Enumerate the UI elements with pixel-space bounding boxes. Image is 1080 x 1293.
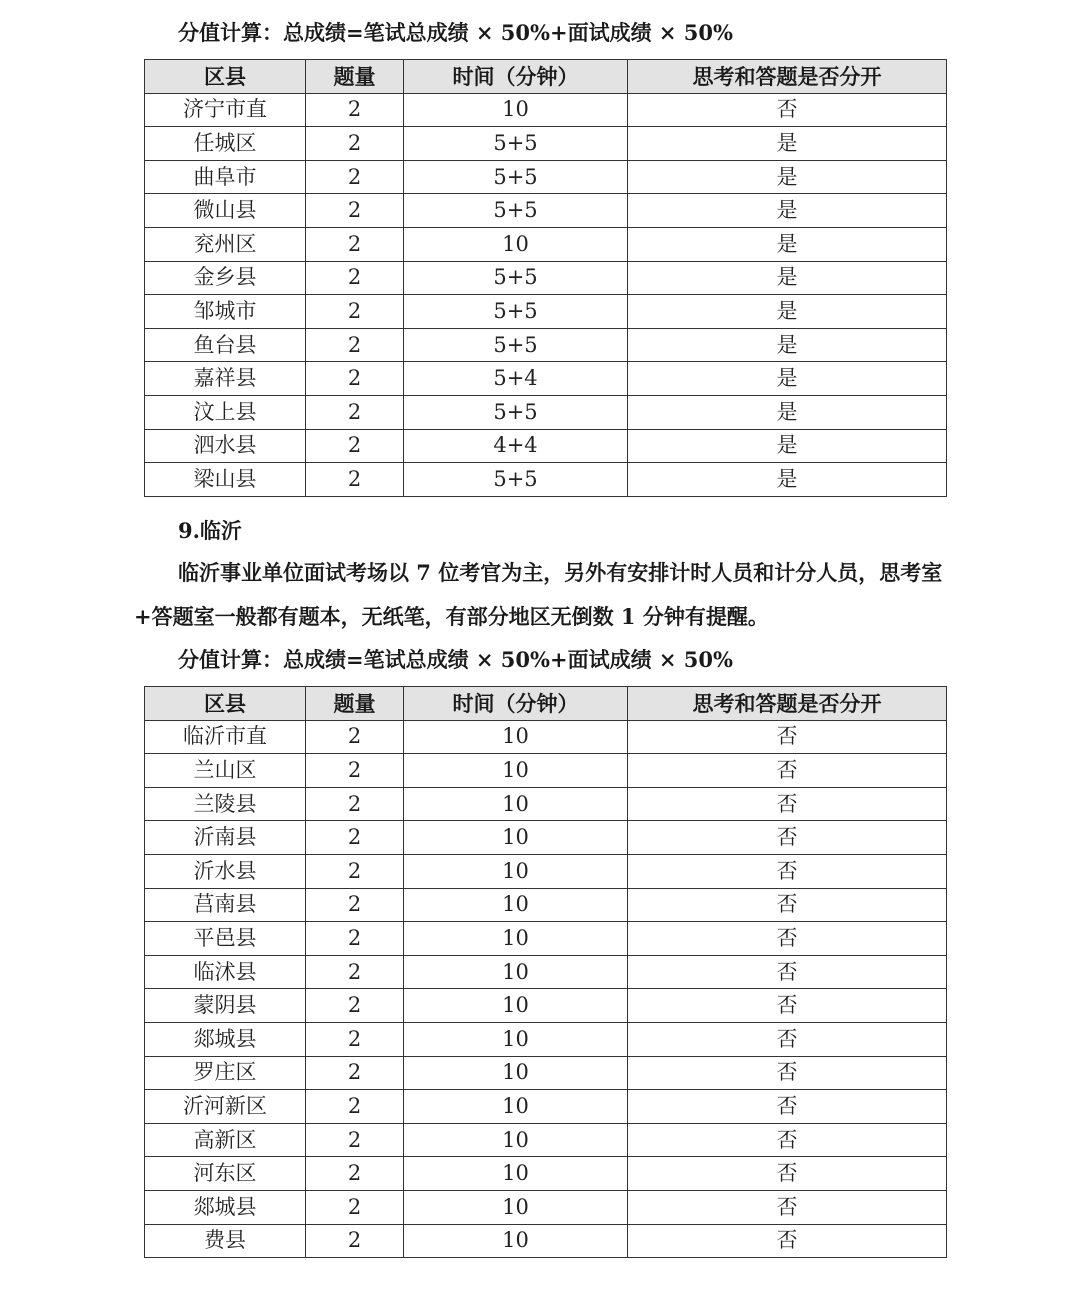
cell-think-answer-separate: 是 xyxy=(628,194,947,228)
table-row xyxy=(145,194,947,228)
cell-time-minutes: 10 xyxy=(404,1022,628,1056)
cell-think-answer-separate: 否 xyxy=(628,955,947,989)
cell-question-count: 2 xyxy=(306,395,404,429)
header-time-minutes: 时间（分钟） xyxy=(404,687,628,721)
cell-question-count: 2 xyxy=(306,922,404,956)
cell-district: 邹城市 xyxy=(145,295,306,329)
header-district: 区县 xyxy=(145,60,306,94)
cell-district: 嘉祥县 xyxy=(145,362,306,396)
cell-think-answer-separate: 否 xyxy=(628,1056,947,1090)
cell-question-count: 2 xyxy=(306,754,404,788)
cell-think-answer-separate: 是 xyxy=(628,328,947,362)
cell-district: 临沂市直 xyxy=(145,720,306,754)
cell-district: 费县 xyxy=(145,1224,306,1258)
cell-question-count: 2 xyxy=(306,463,404,497)
cell-time-minutes: 5+4 xyxy=(404,362,628,396)
cell-think-answer-separate: 是 xyxy=(628,362,947,396)
cell-time-minutes: 5+5 xyxy=(404,295,628,329)
cell-think-answer-separate: 否 xyxy=(628,754,947,788)
cell-question-count: 2 xyxy=(306,989,404,1023)
cell-time-minutes: 10 xyxy=(404,821,628,855)
cell-district: 高新区 xyxy=(145,1123,306,1157)
table-header-row xyxy=(145,60,947,94)
cell-think-answer-separate: 是 xyxy=(628,429,947,463)
jining-score-formula: 分值计算：总成绩=笔试总成绩 × 50%+面试成绩 × 50% xyxy=(178,20,733,45)
table-row xyxy=(145,127,947,161)
cell-district: 河东区 xyxy=(145,1157,306,1191)
cell-time-minutes: 5+5 xyxy=(404,328,628,362)
cell-question-count: 2 xyxy=(306,227,404,261)
cell-think-answer-separate: 否 xyxy=(628,888,947,922)
table-row xyxy=(145,1123,947,1157)
cell-district: 平邑县 xyxy=(145,922,306,956)
cell-question-count: 2 xyxy=(306,194,404,228)
cell-time-minutes: 5+5 xyxy=(404,395,628,429)
cell-district: 莒南县 xyxy=(145,888,306,922)
cell-think-answer-separate: 否 xyxy=(628,1022,947,1056)
cell-time-minutes: 10 xyxy=(404,1056,628,1090)
cell-think-answer-separate: 是 xyxy=(628,227,947,261)
cell-time-minutes: 5+5 xyxy=(404,160,628,194)
cell-time-minutes: 5+5 xyxy=(404,127,628,161)
cell-think-answer-separate: 是 xyxy=(628,463,947,497)
linyi-table-body xyxy=(145,720,947,1258)
header-question-count: 题量 xyxy=(306,60,404,94)
linyi-table xyxy=(144,686,947,1258)
cell-think-answer-separate: 是 xyxy=(628,261,947,295)
table-row xyxy=(145,854,947,888)
cell-district: 罗庄区 xyxy=(145,1056,306,1090)
cell-district: 沂水县 xyxy=(145,854,306,888)
cell-time-minutes: 10 xyxy=(404,1224,628,1258)
table-row xyxy=(145,395,947,429)
cell-question-count: 2 xyxy=(306,1056,404,1090)
cell-time-minutes: 10 xyxy=(404,1190,628,1224)
cell-question-count: 2 xyxy=(306,1224,404,1258)
cell-question-count: 2 xyxy=(306,1022,404,1056)
cell-time-minutes: 10 xyxy=(404,922,628,956)
cell-think-answer-separate: 否 xyxy=(628,93,947,127)
cell-question-count: 2 xyxy=(306,1157,404,1191)
cell-time-minutes: 10 xyxy=(404,1123,628,1157)
cell-district: 微山县 xyxy=(145,194,306,228)
cell-question-count: 2 xyxy=(306,1190,404,1224)
jining-table xyxy=(144,59,947,497)
cell-question-count: 2 xyxy=(306,261,404,295)
linyi-section-title: 9.临沂 xyxy=(178,518,242,543)
cell-think-answer-separate: 否 xyxy=(628,821,947,855)
table-row xyxy=(145,463,947,497)
cell-think-answer-separate: 是 xyxy=(628,395,947,429)
cell-think-answer-separate: 否 xyxy=(628,787,947,821)
table-row xyxy=(145,295,947,329)
cell-time-minutes: 5+5 xyxy=(404,463,628,497)
cell-question-count: 2 xyxy=(306,720,404,754)
cell-district: 兰山区 xyxy=(145,754,306,788)
cell-question-count: 2 xyxy=(306,160,404,194)
cell-district: 汶上县 xyxy=(145,395,306,429)
cell-question-count: 2 xyxy=(306,1123,404,1157)
cell-district: 兖州区 xyxy=(145,227,306,261)
cell-time-minutes: 10 xyxy=(404,989,628,1023)
linyi-description: 临沂事业单位面试考场以 7 位考官为主，另外有安排计时人员和计分人员，思考室+答题室一般都有题本，无纸笔，有部分地区无倒数 1 分钟有提醒。 xyxy=(134,560,943,629)
table-row xyxy=(145,720,947,754)
cell-time-minutes: 5+5 xyxy=(404,194,628,228)
cell-district: 郯城县 xyxy=(145,1190,306,1224)
cell-think-answer-separate: 是 xyxy=(628,295,947,329)
cell-question-count: 2 xyxy=(306,821,404,855)
cell-district: 蒙阴县 xyxy=(145,989,306,1023)
table-row xyxy=(145,362,947,396)
cell-question-count: 2 xyxy=(306,787,404,821)
header-time-minutes: 时间（分钟） xyxy=(404,60,628,94)
header-district: 区县 xyxy=(145,687,306,721)
table-row xyxy=(145,922,947,956)
table-row xyxy=(145,821,947,855)
cell-question-count: 2 xyxy=(306,1090,404,1124)
table-row xyxy=(145,787,947,821)
cell-think-answer-separate: 是 xyxy=(628,160,947,194)
table-row xyxy=(145,754,947,788)
table-row xyxy=(145,160,947,194)
cell-district: 兰陵县 xyxy=(145,787,306,821)
cell-district: 郯城县 xyxy=(145,1022,306,1056)
cell-question-count: 2 xyxy=(306,955,404,989)
cell-district: 金乡县 xyxy=(145,261,306,295)
cell-think-answer-separate: 否 xyxy=(628,720,947,754)
cell-time-minutes: 10 xyxy=(404,888,628,922)
cell-time-minutes: 10 xyxy=(404,787,628,821)
cell-question-count: 2 xyxy=(306,362,404,396)
table-row xyxy=(145,1157,947,1191)
table-row xyxy=(145,1022,947,1056)
cell-time-minutes: 10 xyxy=(404,1157,628,1191)
cell-district: 鱼台县 xyxy=(145,328,306,362)
jining-table-body xyxy=(145,93,947,496)
cell-time-minutes: 10 xyxy=(404,854,628,888)
table-row xyxy=(145,989,947,1023)
table-row xyxy=(145,955,947,989)
table-row xyxy=(145,93,947,127)
cell-think-answer-separate: 否 xyxy=(628,1090,947,1124)
cell-think-answer-separate: 否 xyxy=(628,854,947,888)
table-row xyxy=(145,328,947,362)
cell-time-minutes: 10 xyxy=(404,1090,628,1124)
table-row xyxy=(145,261,947,295)
table-row xyxy=(145,1190,947,1224)
cell-think-answer-separate: 否 xyxy=(628,1224,947,1258)
cell-think-answer-separate: 否 xyxy=(628,989,947,1023)
cell-district: 临沭县 xyxy=(145,955,306,989)
table-row xyxy=(145,888,947,922)
cell-district: 沂南县 xyxy=(145,821,306,855)
header-think-answer-separate: 思考和答题是否分开 xyxy=(628,687,947,721)
table-row xyxy=(145,429,947,463)
header-question-count: 题量 xyxy=(306,687,404,721)
cell-question-count: 2 xyxy=(306,127,404,161)
cell-question-count: 2 xyxy=(306,328,404,362)
cell-district: 曲阜市 xyxy=(145,160,306,194)
cell-time-minutes: 4+4 xyxy=(404,429,628,463)
cell-question-count: 2 xyxy=(306,93,404,127)
cell-time-minutes: 10 xyxy=(404,93,628,127)
cell-time-minutes: 10 xyxy=(404,227,628,261)
table-row xyxy=(145,1224,947,1258)
cell-think-answer-separate: 否 xyxy=(628,922,947,956)
header-think-answer-separate: 思考和答题是否分开 xyxy=(628,60,947,94)
table-header-row xyxy=(145,687,947,721)
cell-district: 梁山县 xyxy=(145,463,306,497)
cell-district: 沂河新区 xyxy=(145,1090,306,1124)
table-row xyxy=(145,1090,947,1124)
cell-question-count: 2 xyxy=(306,888,404,922)
cell-time-minutes: 10 xyxy=(404,720,628,754)
cell-think-answer-separate: 是 xyxy=(628,127,947,161)
cell-think-answer-separate: 否 xyxy=(628,1190,947,1224)
table-row xyxy=(145,1056,947,1090)
table-row xyxy=(145,227,947,261)
cell-question-count: 2 xyxy=(306,854,404,888)
cell-question-count: 2 xyxy=(306,295,404,329)
cell-think-answer-separate: 否 xyxy=(628,1157,947,1191)
cell-district: 泗水县 xyxy=(145,429,306,463)
cell-time-minutes: 10 xyxy=(404,955,628,989)
cell-think-answer-separate: 否 xyxy=(628,1123,947,1157)
linyi-score-formula: 分值计算：总成绩=笔试总成绩 × 50%+面试成绩 × 50% xyxy=(178,647,733,672)
cell-time-minutes: 10 xyxy=(404,754,628,788)
cell-district: 济宁市直 xyxy=(145,93,306,127)
cell-question-count: 2 xyxy=(306,429,404,463)
cell-time-minutes: 5+5 xyxy=(404,261,628,295)
cell-district: 任城区 xyxy=(145,127,306,161)
